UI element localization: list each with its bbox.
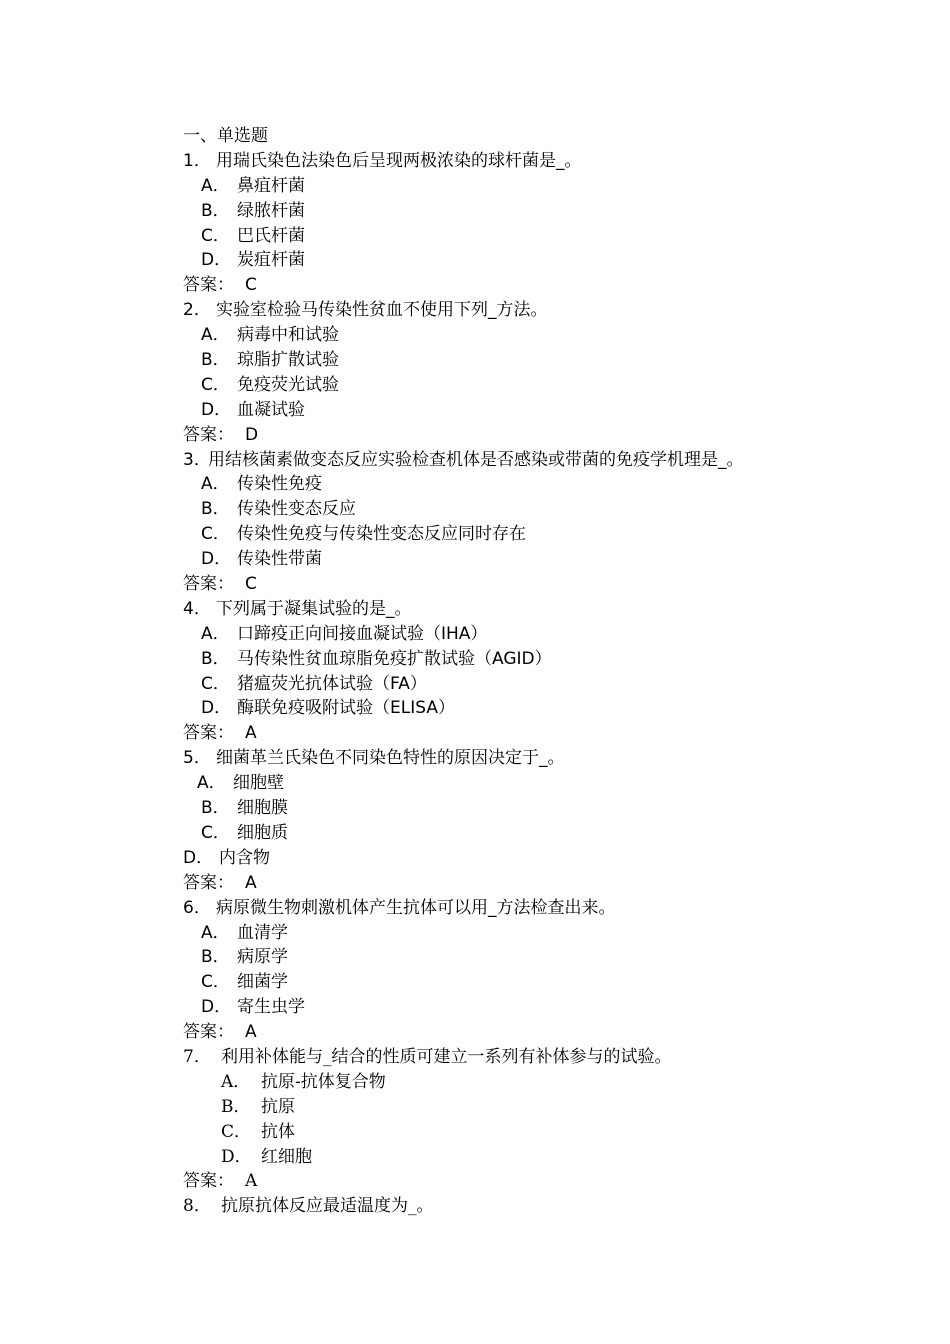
- answer-label: 答案：: [183, 1022, 234, 1043]
- option-7b: [183, 1095, 883, 1120]
- option-7d: [183, 1145, 883, 1170]
- question-number: 6．: [183, 897, 211, 918]
- answer-value: C: [245, 574, 257, 595]
- option-text: 传染性带菌: [237, 549, 322, 570]
- question-3: [183, 448, 883, 473]
- option-label: C．: [201, 524, 230, 545]
- option-5a: [183, 771, 883, 796]
- option-text: 酶联免疫吸附试验（ELISA）: [237, 698, 455, 719]
- answer-4: [183, 721, 883, 746]
- option-3c: [183, 522, 883, 547]
- option-6d: [183, 995, 883, 1020]
- question-text: 下列属于凝集试验的是_。: [216, 598, 412, 619]
- question-7: [183, 1045, 883, 1070]
- option-label: D．: [201, 549, 232, 570]
- option-text: 细胞壁: [233, 773, 284, 794]
- option-text: 血清学: [237, 922, 288, 943]
- option-text: 细胞膜: [237, 798, 288, 819]
- option-text: 细菌学: [237, 972, 288, 993]
- question-number: 4．: [183, 598, 211, 619]
- option-label: C．: [201, 673, 230, 694]
- answer-label: 答案：: [183, 723, 234, 744]
- question-text: 抗原抗体反应最适温度为_。: [221, 1196, 434, 1217]
- answer-label: 答案：: [183, 872, 234, 893]
- question-text: 实验室检验马传染性贫血不使用下列_方法。: [216, 300, 548, 321]
- question-text: 用结核菌素做变态反应实验检查机体是否感染或带菌的免疫学机理是_。: [208, 449, 744, 470]
- answer-label: 答案：: [183, 275, 234, 296]
- option-label: D．: [201, 698, 232, 719]
- option-text: 细胞质: [237, 822, 288, 843]
- option-label: D．: [201, 997, 232, 1018]
- question-number: 7．: [183, 1046, 211, 1067]
- option-4b: [183, 647, 883, 672]
- answer-value: D: [245, 424, 259, 445]
- option-6b: [183, 945, 883, 970]
- question-text: 用瑞氏染色法染色后呈现两极浓染的球杆菌是_。: [216, 150, 582, 171]
- question-text: 细菌革兰氏染色不同染色特性的原因决定于_。: [216, 748, 565, 769]
- option-label: A．: [197, 773, 226, 794]
- option-1b: [183, 199, 883, 224]
- question-number: 2．: [183, 300, 211, 321]
- option-label: D．: [221, 1146, 252, 1167]
- question-number: 1．: [183, 150, 211, 171]
- option-label: A．: [201, 922, 230, 943]
- option-label: A．: [201, 175, 230, 196]
- option-label: A．: [201, 474, 230, 495]
- option-label: A．: [201, 325, 230, 346]
- answer-value: A: [245, 1171, 258, 1192]
- option-label: B．: [221, 1096, 251, 1117]
- question-text: 病原微生物刺激机体产生抗体可以用_方法检查出来。: [216, 897, 616, 918]
- answer-value: A: [245, 1022, 257, 1043]
- option-label: B．: [201, 798, 230, 819]
- question-text: 利用补体能与_结合的性质可建立一系列有补体参与的试验。: [221, 1046, 672, 1067]
- option-text: 血凝试验: [237, 399, 305, 420]
- question-number: 5．: [183, 748, 211, 769]
- question-8: [183, 1194, 883, 1219]
- option-text: 病原学: [237, 947, 288, 968]
- option-text: 病毒中和试验: [237, 325, 339, 346]
- option-5b: [183, 796, 883, 821]
- option-label: D．: [201, 250, 232, 271]
- option-label: A．: [201, 623, 230, 644]
- option-4a: [183, 622, 883, 647]
- option-1a: [183, 174, 883, 199]
- option-4d: [183, 696, 883, 721]
- option-text: 寄生虫学: [237, 997, 305, 1018]
- option-label: C．: [201, 374, 230, 395]
- option-text: 抗原: [261, 1096, 295, 1117]
- answer-5: [183, 871, 883, 896]
- option-5c: [183, 821, 883, 846]
- answer-2: [183, 423, 883, 448]
- option-2c: [183, 373, 883, 398]
- option-3d: [183, 547, 883, 572]
- option-4c: [183, 672, 883, 697]
- option-label: C．: [201, 822, 230, 843]
- question-number: 3．: [183, 449, 211, 470]
- option-text: 抗原-抗体复合物: [261, 1071, 386, 1092]
- option-text: 猪瘟荧光抗体试验（FA）: [237, 673, 427, 694]
- option-text: 抗体: [261, 1121, 295, 1142]
- option-text: 传染性免疫与传染性变态反应同时存在: [237, 524, 526, 545]
- option-3a: [183, 472, 883, 497]
- answer-value: A: [245, 723, 257, 744]
- question-6: [183, 896, 883, 921]
- question-1: [183, 149, 883, 174]
- option-label: B．: [201, 499, 230, 520]
- answer-3: [183, 572, 883, 597]
- option-7a: [183, 1070, 883, 1095]
- answer-7: [183, 1169, 883, 1194]
- option-1c: [183, 224, 883, 249]
- option-label: C．: [201, 225, 230, 246]
- option-label: C．: [201, 972, 230, 993]
- option-label: B．: [201, 648, 230, 669]
- option-3b: [183, 497, 883, 522]
- option-text: 免疫荧光试验: [237, 374, 339, 395]
- answer-label: 答案：: [183, 424, 234, 445]
- option-text: 内含物: [219, 847, 270, 868]
- question-5: [183, 746, 883, 771]
- option-2d: [183, 398, 883, 423]
- option-6c: [183, 970, 883, 995]
- option-text: 巴氏杆菌: [237, 225, 305, 246]
- option-text: 炭疽杆菌: [237, 250, 305, 271]
- answer-label: 答案：: [183, 1171, 234, 1192]
- answer-label: 答案：: [183, 574, 234, 595]
- option-6a: [183, 921, 883, 946]
- option-2a: [183, 323, 883, 348]
- option-text: 马传染性贫血琼脂免疫扩散试验（AGID）: [237, 648, 552, 669]
- option-label: D．: [201, 399, 232, 420]
- option-text: 口蹄疫正向间接血凝试验（IHA）: [237, 623, 488, 644]
- answer-value: A: [245, 872, 257, 893]
- option-text: 鼻疽杆菌: [237, 175, 305, 196]
- exam-document: [183, 124, 883, 1219]
- option-text: 红细胞: [261, 1146, 312, 1167]
- option-5d: [183, 846, 883, 871]
- option-text: 传染性变态反应: [237, 499, 356, 520]
- answer-1: [183, 273, 883, 298]
- question-4: [183, 597, 883, 622]
- answer-6: [183, 1020, 883, 1045]
- option-7c: [183, 1120, 883, 1145]
- section-title: 一、单选题: [183, 126, 268, 146]
- option-text: 琼脂扩散试验: [237, 350, 339, 371]
- option-1d: [183, 248, 883, 273]
- option-label: B．: [201, 947, 230, 968]
- option-text: 传染性免疫: [237, 474, 322, 495]
- option-label: A．: [221, 1071, 251, 1092]
- question-number: 8．: [183, 1196, 211, 1217]
- option-label: B．: [201, 200, 230, 221]
- option-label: B．: [201, 350, 230, 371]
- option-label: C．: [221, 1121, 252, 1142]
- option-2b: [183, 348, 883, 373]
- option-label: D．: [183, 847, 214, 868]
- question-2: [183, 298, 883, 323]
- option-text: 绿脓杆菌: [237, 200, 305, 221]
- answer-value: C: [245, 275, 257, 296]
